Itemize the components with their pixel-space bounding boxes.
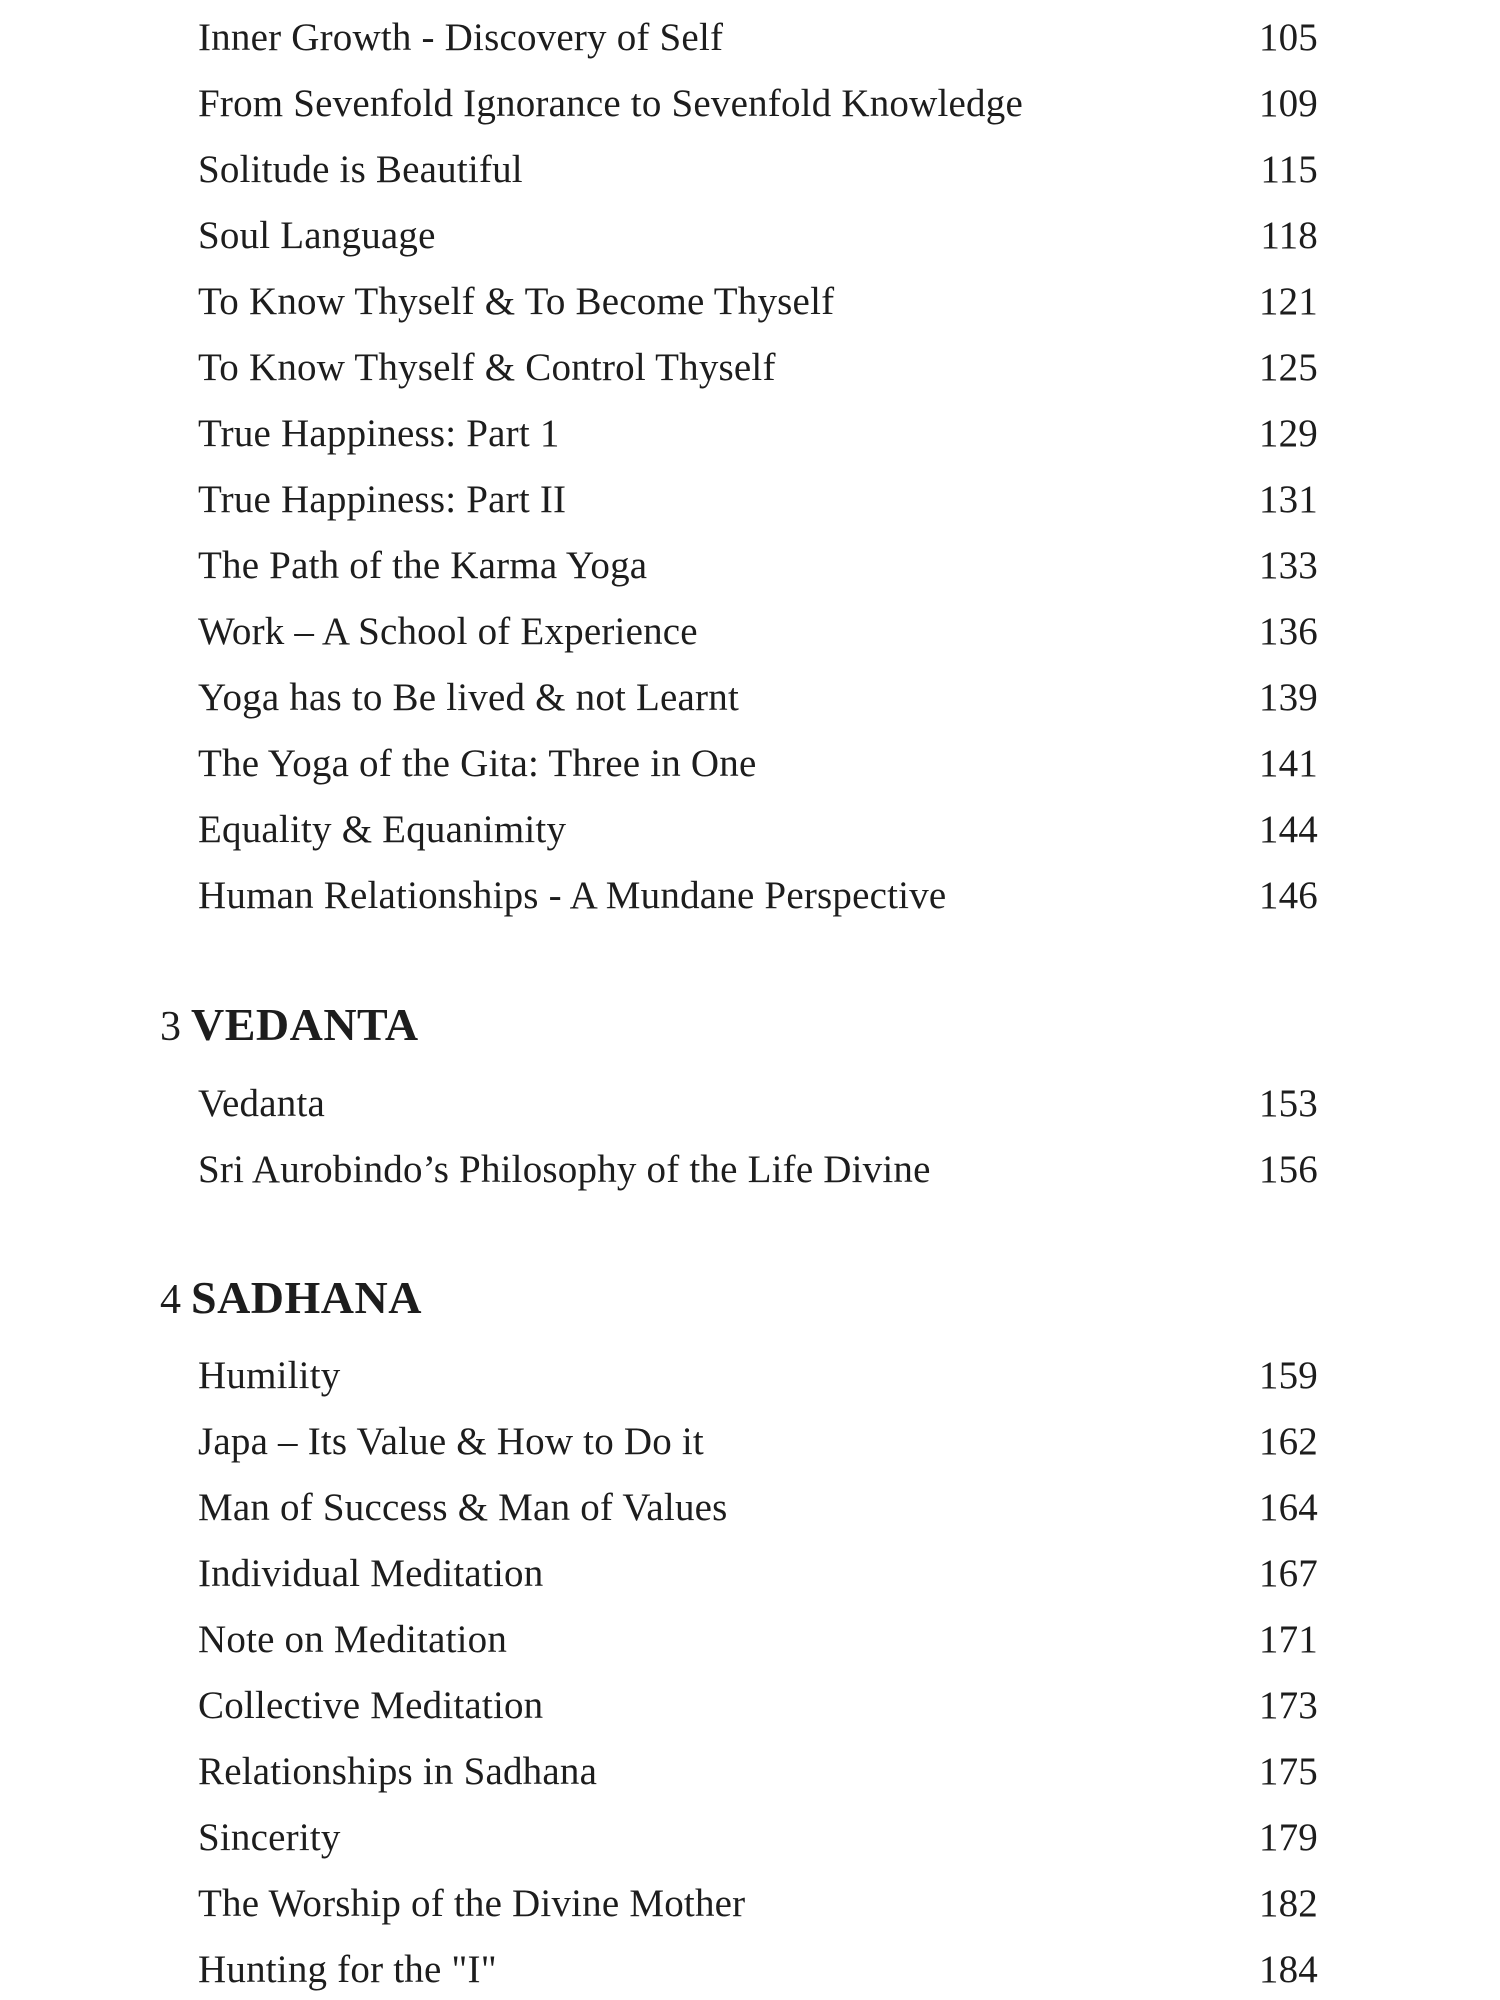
toc-entry: [198, 1548, 1318, 1600]
toc-entry-page-number: 184: [1258, 1948, 1318, 1991]
section-title: VEDANTA: [191, 999, 419, 1050]
toc-entry-page-number: 136: [1258, 610, 1318, 653]
toc-entry-title: The Worship of the Divine Mother: [198, 1882, 746, 1925]
toc-entry-page-number: 139: [1258, 676, 1318, 719]
toc-entry-page-number: 175: [1258, 1750, 1318, 1793]
toc-entry-page-number: 109: [1258, 82, 1318, 125]
toc-entry: [198, 1416, 1318, 1468]
section-title: SADHANA: [191, 1272, 422, 1323]
toc-entry: [198, 738, 1318, 790]
toc-entry: [198, 1680, 1318, 1732]
toc-entry-title: Humility: [198, 1354, 341, 1397]
toc-entry-title: Sincerity: [198, 1816, 341, 1859]
toc-entry-title: The Path of the Karma Yoga: [198, 544, 648, 587]
toc-entry: [198, 1812, 1318, 1864]
toc-entry-page-number: 144: [1258, 808, 1318, 851]
toc-entry-page-number: 115: [1260, 148, 1318, 191]
toc-entry-page-number: 133: [1258, 544, 1318, 587]
toc-entry-title: Note on Meditation: [198, 1618, 508, 1661]
toc-entry: [198, 474, 1318, 526]
toc-entry-title: Man of Success & Man of Values: [198, 1486, 728, 1529]
toc-entry-page-number: 153: [1258, 1082, 1318, 1125]
toc-entry: [198, 1078, 1318, 1130]
toc-entry-page-number: 105: [1258, 16, 1318, 59]
toc-entry: [198, 1350, 1318, 1402]
toc-entry: [198, 144, 1318, 196]
toc-entry: [198, 12, 1318, 64]
toc-entry-title: Sri Aurobindo’s Philosophy of the Life Divine: [198, 1148, 931, 1191]
section-number: 3: [160, 1004, 181, 1050]
toc-entry-title: Relationships in Sadhana: [198, 1750, 598, 1793]
toc-entry-page-number: 131: [1258, 478, 1318, 521]
toc-entry-title: Yoga has to Be lived & not Learnt: [198, 676, 739, 719]
toc-entry: [198, 1144, 1318, 1196]
toc-entry-title: Vedanta: [198, 1082, 326, 1125]
toc-entry: [198, 870, 1318, 922]
toc-entry-page-number: 118: [1260, 214, 1318, 257]
toc-entry: [198, 672, 1318, 724]
toc-entry-title: To Know Thyself & Control Thyself: [198, 346, 776, 389]
toc-entry: [198, 342, 1318, 394]
toc-entry-page-number: 159: [1258, 1354, 1318, 1397]
toc-entry-title: Japa – Its Value & How to Do it: [198, 1420, 704, 1463]
toc-entry-page-number: 164: [1258, 1486, 1318, 1529]
toc-entry: [198, 606, 1318, 658]
toc-entry-page-number: 173: [1258, 1684, 1318, 1727]
toc-entry: [198, 804, 1318, 856]
toc-entry-page-number: 141: [1258, 742, 1318, 785]
toc-entry-page-number: 125: [1258, 346, 1318, 389]
toc-entry-title: Collective Meditation: [198, 1684, 544, 1727]
toc-entry-page-number: 156: [1258, 1148, 1318, 1191]
toc-entry-title: Work – A School of Experience: [198, 610, 698, 653]
toc-entry-title: The Yoga of the Gita: Three in One: [198, 742, 757, 785]
toc-entry: [198, 1944, 1318, 1996]
section-number: 4: [160, 1277, 181, 1323]
section-heading-sadhana: [160, 1268, 422, 1328]
toc-entry-title: Solitude is Beautiful: [198, 148, 523, 191]
toc-entry-title: True Happiness: Part II: [198, 478, 567, 521]
toc-entry-page-number: 182: [1258, 1882, 1318, 1925]
toc-entry: [198, 276, 1318, 328]
toc-entry: [198, 1614, 1318, 1666]
toc-entry-title: From Sevenfold Ignorance to Sevenfold Knowledge: [198, 82, 1023, 125]
toc-entry-title: To Know Thyself & To Become Thyself: [198, 280, 835, 323]
toc-entry: [198, 1482, 1318, 1534]
toc-entry-title: Inner Growth - Discovery of Self: [198, 16, 724, 59]
toc-entry-page-number: 167: [1258, 1552, 1318, 1595]
toc-entry-title: Human Relationships - A Mundane Perspective: [198, 874, 947, 917]
toc-entry-title: Individual Meditation: [198, 1552, 544, 1595]
toc-entry: [198, 540, 1318, 592]
toc-entry: [198, 78, 1318, 130]
toc-entry-page-number: 129: [1258, 412, 1318, 455]
toc-entry-page-number: 162: [1258, 1420, 1318, 1463]
toc-entry-page-number: 146: [1258, 874, 1318, 917]
toc-entry-page-number: 171: [1258, 1618, 1318, 1661]
toc-entry-title: Soul Language: [198, 214, 436, 257]
toc-entry: [198, 210, 1318, 262]
toc-entry-title: True Happiness: Part 1: [198, 412, 560, 455]
toc-entry: [198, 1878, 1318, 1930]
toc-entry-page-number: 121: [1258, 280, 1318, 323]
toc-entry: [198, 408, 1318, 460]
toc-entry-title: Hunting for the "I": [198, 1948, 497, 1991]
toc-entry: [198, 1746, 1318, 1798]
section-heading-vedanta: [160, 995, 419, 1055]
toc-entry-page-number: 179: [1258, 1816, 1318, 1859]
toc-entry-title: Equality & Equanimity: [198, 808, 567, 851]
